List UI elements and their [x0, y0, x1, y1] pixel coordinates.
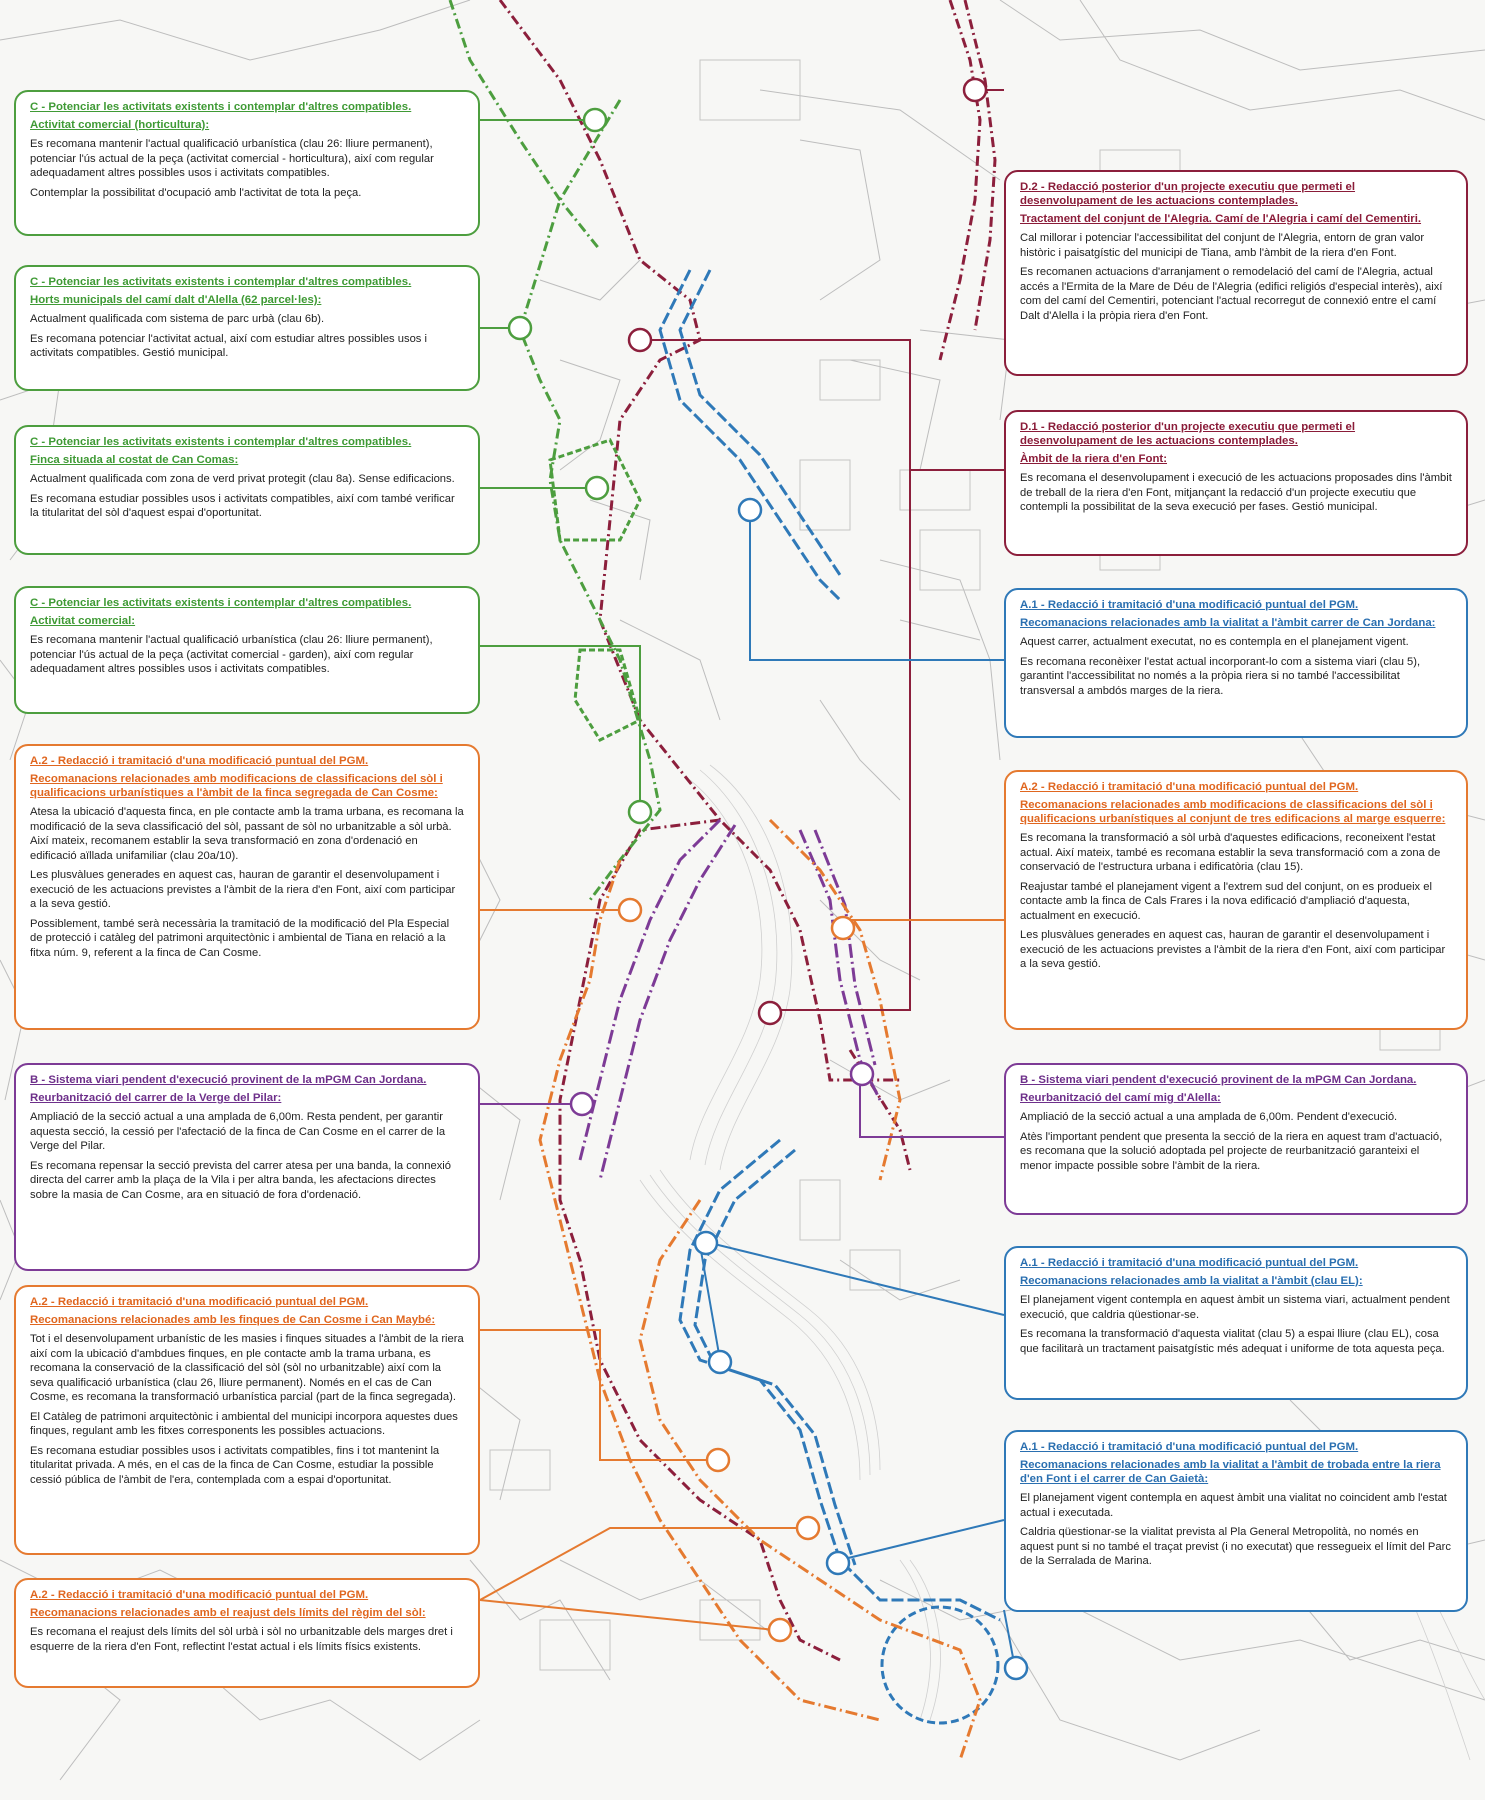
- annotation-title: A.1 - Redacció i tramitació d'una modificació puntual del PGM.: [1020, 599, 1359, 611]
- annotation-text: Actualment qualificada com zona de verd privat protegit (clau 8a). Sense edificacions.: [30, 473, 455, 485]
- annotation-text: Les plusvàlues generades en aquest cas, hauran de garantir el desenvolupament i execució de les actuacions previstes a l'àmbit de la riera d'en Font, així com participar a la seva gestió.: [30, 869, 456, 910]
- annotation-title: A.2 - Redacció i tramitació d'una modificació puntual del PGM.: [30, 1296, 369, 1308]
- annotation-title: C - Potenciar les activitats existents i contemplar d'altres compatibles.: [30, 276, 412, 288]
- annotation-subtitle: Finca situada al costat de Can Comas:: [30, 454, 239, 466]
- annotation-text: Es recomana mantenir l'actual qualificació urbanística (clau 26: lliure permanent), potenciar l'ús actual de la peça (activitat comercial - garden), així com regular adequadament altres possibles usos i activitats compatibles.: [30, 634, 433, 675]
- annotation-text: Es recomana reconèixer l'estat actual incorporant-lo com a sistema viari (clau 5), garantint l'accessibilitat no només a la pròpia riera si no també l'accessibilitat transversal a ambdós marges de la riera.: [1020, 655, 1421, 697]
- annotation-text: Aquest carrer, actualment executat, no es contempla en el planejament vigent.: [1020, 636, 1409, 648]
- annotation-subtitle: Reurbanització del carrer de la Verge del Pilar:: [30, 1092, 282, 1104]
- annotation-subtitle: Reurbanització del camí mig d'Alella:: [1020, 1092, 1221, 1104]
- annotation-box-verge-del-pilar: [14, 1063, 480, 1271]
- annotation-subtitle: Recomanacions relacionades amb les finques de Can Cosme i Can Maybé:: [30, 1314, 436, 1326]
- annotation-subtitle: Recomanacions relacionades amb la vialitat a l'àmbit (clau EL):: [1020, 1275, 1363, 1287]
- annotation-title: A.1 - Redacció i tramitació d'una modificació puntual del PGM.: [1020, 1441, 1359, 1453]
- annotation-text: Es recomana el reajust dels límits del sòl urbà i sòl no urbanitzable dels marges dret i esquerre de la riera d'en Font, reflectint l'estat actual i els límits físics existents.: [30, 1626, 453, 1653]
- annotation-box-conjunt-alegria: [1004, 170, 1468, 376]
- annotation-subtitle: Àmbit de la riera d'en Font:: [1020, 453, 1168, 465]
- annotation-text: El Catàleg de patrimoni arquitectònic i ambiental del municipi incorpora aquestes dues finques, regulant amb les fitxes corresponents les possibles actuacions.: [30, 1410, 458, 1437]
- annotation-box-can-comas: [14, 425, 480, 555]
- annotation-text: Es recomana estudiar possibles usos i activitats compatibles, fins i tot mantenint la titularitat privada. A més, en el cas de la finca de Can Cosme, estudiar la possible cessió pública de l'àmbit de l'era, contemplada com a espai d'oportunitat.: [30, 1444, 440, 1486]
- annotation-title: A.2 - Redacció i tramitació d'una modificació puntual del PGM.: [30, 1589, 369, 1601]
- annotation-box-can-cosme-can-maybe: [14, 1285, 480, 1555]
- annotation-text: Es recomanen actuacions d'arranjament o remodelació del camí de l'Alegria, actual accés a l'Ermita de la Mare de Déu de l'Alegria (edifici religiós d'especial interès), així com del camí del Cementiri, potenciant l'actual recorregut de connexió entre el camí Dalt d'Alella i la pròpia riera d'en Font.: [1020, 266, 1443, 322]
- annotation-box-cami-mig-alella: [1004, 1063, 1468, 1215]
- annotation-subtitle: Activitat comercial (horticultura):: [30, 119, 210, 131]
- annotation-text: Es recomana el desenvolupament i execució de les actuacions proposades dins l'àmbit de treball de la riera d'en Font, mitjançant la redacció d'un projecte executiu que contempli la possibilitat de la seva execució per fases. Gestió municipal.: [1020, 472, 1452, 513]
- annotation-title: D.2 - Redacció posterior d'un projecte executiu que permeti el desenvolupament de les actuacions contemplades.: [1020, 181, 1356, 207]
- annotation-title: A.1 - Redacció i tramitació d'una modificació puntual del PGM.: [1020, 1257, 1359, 1269]
- annotation-subtitle: Recomanacions relacionades amb el reajust dels límits del règim del sòl:: [30, 1607, 426, 1619]
- annotation-box-can-gaieta: [1004, 1430, 1468, 1612]
- annotation-text: Ampliació de la secció actual a una amplada de 6,00m. Pendent d'execució.: [1020, 1111, 1398, 1123]
- annotation-subtitle: Tractament del conjunt de l'Alegria. Camí de l'Alegria i camí del Cementiri.: [1020, 213, 1422, 225]
- annotation-title: B - Sistema viari pendent d'execució provinent de la mPGM Can Jordana.: [1020, 1074, 1417, 1086]
- annotation-subtitle: Recomanacions relacionades amb modificacions de classificacions del sòl i qualificacions urbanístiques al conjunt de tres edificacions al marge esquerre:: [1020, 799, 1446, 825]
- annotation-box-carrer-can-jordana: [1004, 588, 1468, 738]
- annotation-text: Es recomana potenciar l'activitat actual, així com estudiar altres possibles usos i activitats compatibles. Gestió municipal.: [30, 332, 427, 359]
- annotation-box-horts-municipals: [14, 265, 480, 391]
- annotation-box-can-cosme-segregada: [14, 744, 480, 1030]
- annotation-box-reajust-limits: [14, 1578, 480, 1688]
- annotation-box-clau-el: [1004, 1246, 1468, 1400]
- annotation-text: Tot i el desenvolupament urbanístic de les masies i finques situades a l'àmbit de la riera així com la ubicació d'ambdues finques, en ple contacte amb la trama urbana, es recomana la conservació de la classificació del sòl (sòl no urbanitzable) així com la seva qualificació urbanística (clau 26, lliure permanent). Només en el cas de Can Cosme, es recomana la transformació urbanística parcial (part de la finca segregada).: [30, 1333, 464, 1403]
- annotation-title: D.1 - Redacció posterior d'un projecte executiu que permeti el desenvolupament de les actuacions contemplades.: [1020, 421, 1356, 447]
- annotation-text: El planejament vigent contempla en aquest àmbit un sistema viari, actualment pendent execució, que caldria qüestionar-se.: [1020, 1294, 1450, 1321]
- annotation-subtitle: Recomanacions relacionades amb modificacions de classificacions del sòl i qualificacions urbanístiques a l'àmbit de la finca segregada de Can Cosme:: [30, 773, 443, 799]
- annotation-title: C - Potenciar les activitats existents i contemplar d'altres compatibles.: [30, 597, 412, 609]
- annotation-subtitle: Recomanacions relacionades amb la vialitat a l'àmbit de trobada entre la riera d'en Font i el carrer de Can Gaietà:: [1020, 1459, 1441, 1485]
- annotation-text: Caldria qüestionar-se la vialitat prevista al Pla General Metropolità, no només en aquest punt si no també el traçat previst (i no executat) que ressegueix el límit del Parc de la Serralada de Marina.: [1020, 1526, 1451, 1567]
- annotation-box-garden: [14, 586, 480, 714]
- annotation-text: Cal millorar i potenciar l'accessibilitat del conjunt de l'Alegria, entorn de gran valor històric i paisatgístic del municipi de Tiana, amb l'àmbit de la riera d'en Font.: [1020, 232, 1425, 259]
- annotation-text: Atès l'important pendent que presenta la secció de la riera en aquest tram d'actuació, es recomana que la solució adoptada pel projecte de reurbanització garanteixi el menor impacte possible sobre l'àmbit de la riera.: [1020, 1130, 1443, 1172]
- annotation-subtitle: Recomanacions relacionades amb la vialitat a l'àmbit carrer de Can Jordana:: [1020, 617, 1436, 629]
- annotation-box-tres-edificacions: [1004, 770, 1468, 1030]
- annotation-title: B - Sistema viari pendent d'execució provinent de la mPGM Can Jordana.: [30, 1074, 427, 1086]
- annotation-text: Es recomana mantenir l'actual qualificació urbanística (clau 26: lliure permanent), potenciar l'ús actual de la peça (activitat comercial - horticultura), així com regular adequadament altres possibles usos i activitats compatibles.: [30, 138, 434, 179]
- annotation-text: Actualment qualificada com sistema de parc urbà (clau 6b).: [30, 313, 325, 325]
- annotation-box-riera-den-font: [1004, 410, 1468, 556]
- annotation-text: Ampliació de la secció actual a una amplada de 6,00m. Resta pendent, per garantir aquesta secció, la cessió per l'afectació de la finca de Can Cosme en el carrer de la Verge del Pilar.: [30, 1111, 446, 1152]
- annotation-title: C - Potenciar les activitats existents i contemplar d'altres compatibles.: [30, 436, 412, 448]
- annotation-title: A.2 - Redacció i tramitació d'una modificació puntual del PGM.: [1020, 781, 1359, 793]
- annotation-text: Atesa la ubicació d'aquesta finca, en ple contacte amb la trama urbana, es recomana la modificació de la seva classificació del sòl, passant de sòl no urbanitzable a sòl urbà. Així mateix, recomanem establir la seva transformació en zona d'ordenació en edificació aïllada unifamiliar (clau 20a/10).: [30, 806, 464, 862]
- annotation-text: Es recomana estudiar possibles usos i activitats compatibles, així com també verificar la titularitat del sòl d'aquest espai d'oportunitat.: [30, 492, 455, 519]
- annotation-title: A.2 - Redacció i tramitació d'una modificació puntual del PGM.: [30, 755, 369, 767]
- annotation-text: Es recomana la transformació a sòl urbà d'aquestes edificacions, reconeixent l'estat actual. Així mateix, també es recomana establir la seva transformació com a zona de conservació de l'estructura urbana i edificatòria (clau 15).: [1020, 832, 1441, 873]
- annotation-text: Les plusvàlues generades en aquest cas, hauran de garantir el desenvolupament i execució de les actuacions previstes a l'àmbit de la riera d'en Font, així com participar a la seva gestió.: [1020, 929, 1446, 970]
- annotation-text: Es recomana repensar la secció prevista del carrer atesa per una banda, la connexió directa del carrer amb la plaça de la Vila i per altra banda, les afectacions directes sobre la masia de Can Cosme, ara en situació de fora d'ordenació.: [30, 1159, 452, 1201]
- annotation-text: El planejament vigent contempla en aquest àmbit una vialitat no coincident amb l'estat actual i executada.: [1020, 1492, 1447, 1519]
- annotation-text: Reajustar també el planejament vigent a l'extrem sud del conjunt, on es produeix el contacte amb la finca de Cals Frares i la nova edificació d'ampliació d'aquesta, actualment en execució.: [1020, 880, 1432, 922]
- annotation-subtitle: Activitat comercial:: [30, 615, 136, 627]
- annotation-text: Contemplar la possibilitat d'ocupació amb l'activitat de tota la peça.: [30, 186, 362, 199]
- annotation-text: Es recomana la transformació d'aquesta vialitat (clau 5) a espai lliure (clau EL), cosa que facilitarà un tractament paisatgístic més adequat i uniforme de tota aquesta peça.: [1020, 1328, 1445, 1355]
- annotation-title: C - Potenciar les activitats existents i contemplar d'altres compatibles.: [30, 101, 412, 113]
- annotation-subtitle: Horts municipals del camí dalt d'Alella (62 parcel·les):: [30, 294, 322, 306]
- annotation-box-horticultura: [14, 90, 480, 236]
- annotation-text: Possiblement, també serà necessària la tramitació de la modificació del Pla Especial de protecció i catàleg del patrimoni arquitectònic i ambiental de Tiana en relació a la fitxa núm. 9, referent a la finca de Can Cosme.: [30, 917, 450, 959]
